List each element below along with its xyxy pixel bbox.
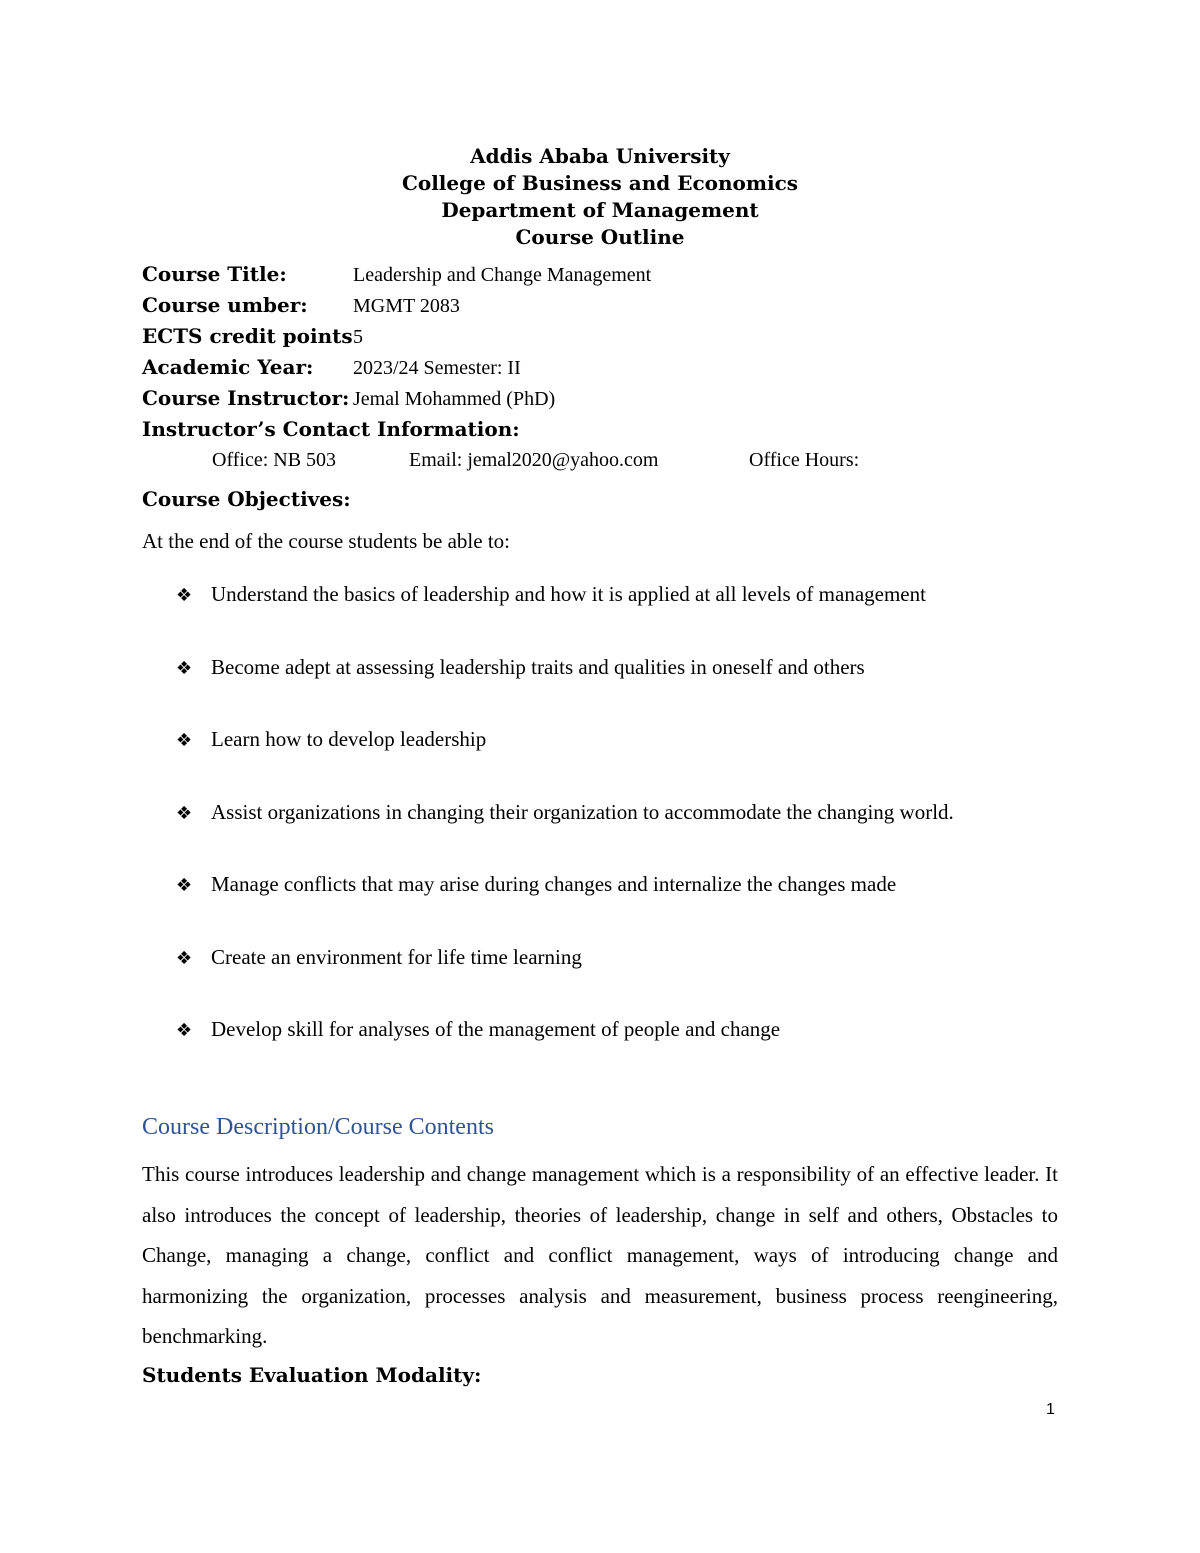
instructor-email: Email: jemal2020@yahoo.com — [409, 449, 659, 471]
page-number: 1 — [1046, 1401, 1055, 1418]
info-label: Course umber: — [142, 293, 308, 317]
description-heading: Course Description/Course Contents — [142, 1114, 494, 1140]
list-item — [176, 653, 954, 726]
objectives-list — [176, 580, 954, 1088]
info-value: Leadership and Change Management — [353, 264, 652, 286]
diamond-bullet-icon: ❖ — [176, 947, 193, 969]
info-label: Academic Year: — [142, 355, 314, 379]
objectives-heading: Course Objectives: — [142, 487, 351, 511]
objective-text: Assist organizations in changing their organization to accommodate the changing world. — [211, 799, 954, 824]
contact-details — [142, 445, 859, 476]
objective-text: Learn how to develop leadership — [211, 727, 487, 751]
info-label: ECTS credit points — [142, 324, 353, 348]
office-location: Office: NB 503 — [212, 449, 337, 471]
info-row-ects — [142, 321, 859, 352]
document-header — [0, 143, 1200, 251]
list-item — [176, 798, 954, 871]
list-item — [176, 943, 954, 1016]
contact-label: Instructor’s Contact Information: — [142, 417, 520, 441]
info-row-instructor — [142, 383, 859, 414]
info-value: Jemal Mohammed (PhD) — [353, 388, 556, 410]
university-name: Addis Ababa University — [470, 144, 730, 168]
list-item — [176, 725, 954, 798]
objective-text: Understand the basics of leadership and how it is applied at all levels of management — [211, 582, 926, 606]
office-hours: Office Hours: — [749, 449, 860, 471]
list-item — [176, 870, 954, 943]
objectives-intro: At the end of the course students be able to: — [142, 529, 510, 553]
evaluation-heading: Students Evaluation Modality: — [142, 1363, 482, 1387]
info-label: Course Instructor: — [142, 386, 350, 410]
list-item — [176, 1015, 954, 1088]
info-value: 2023/24 Semester: II — [353, 357, 521, 379]
diamond-bullet-icon: ❖ — [176, 1020, 193, 1041]
info-row-academic-year — [142, 352, 859, 383]
objective-text: Manage conflicts that may arise during changes and internalize the changes made — [211, 872, 897, 896]
department-name: Department of Management — [441, 198, 759, 222]
diamond-bullet-icon: ❖ — [176, 875, 193, 896]
college-name: College of Business and Economics — [401, 171, 799, 195]
diamond-bullet-icon: ❖ — [176, 730, 193, 751]
info-row-title — [142, 259, 859, 290]
document-title: Course Outline — [515, 225, 685, 249]
info-value: MGMT 2083 — [353, 295, 460, 317]
diamond-bullet-icon: ❖ — [176, 802, 193, 824]
objective-text: Create an environment for life time learning — [211, 944, 582, 969]
description-paragraph: This course introduces leadership and change management which is a responsibility of an effective leader. It also introduces the concept of leadership, theories of leadership, change in self and others, Obstacles to Change, managing a change, conflict and conflict management, ways of introducing change and harmonizing the organization, processes analysis and measurement, business process reengineering, benchmarking. — [142, 1162, 1058, 1348]
objective-text: Become adept at assessing leadership traits and qualities in oneself and others — [211, 654, 865, 679]
info-row-number — [142, 290, 859, 321]
objective-text: Develop skill for analyses of the management of people and change — [211, 1017, 781, 1041]
info-label: Course Title: — [142, 262, 287, 286]
course-info — [142, 259, 859, 476]
diamond-bullet-icon: ❖ — [176, 585, 193, 606]
info-value: 5 — [353, 326, 363, 348]
diamond-bullet-icon: ❖ — [176, 657, 193, 679]
list-item — [176, 580, 954, 653]
